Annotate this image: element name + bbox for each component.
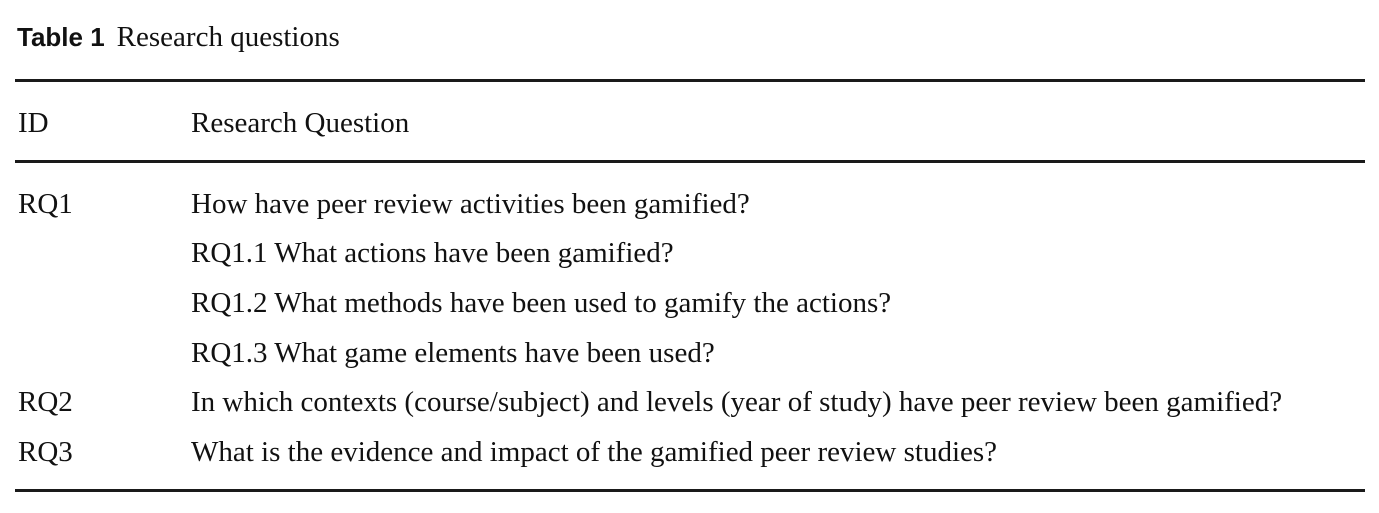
table-label: Table 1 [17,22,105,52]
row-question: RQ1.3 What game elements have been used? [191,337,715,369]
header-question: Research Question [191,107,410,139]
row-question: What is the evidence and impact of the gamified peer review studies? [191,436,998,468]
row-id: RQ3 [18,436,73,468]
bottom-rule [15,489,1365,492]
header-id: ID [18,107,49,139]
top-rule [15,79,1365,82]
row-question: RQ1.1 What actions have been gamified? [191,237,674,269]
table-title: Research questions [116,21,340,53]
header-rule [15,160,1365,163]
row-question: In which contexts (course/subject) and levels (year of study) have peer review been gamified? [191,386,1283,418]
row-question: How have peer review activities been gamified? [191,188,750,220]
row-question: RQ1.2 What methods have been used to gamify the actions? [191,287,892,319]
table-caption [17,19,340,55]
row-id: RQ1 [18,188,73,220]
row-id: RQ2 [18,386,73,418]
